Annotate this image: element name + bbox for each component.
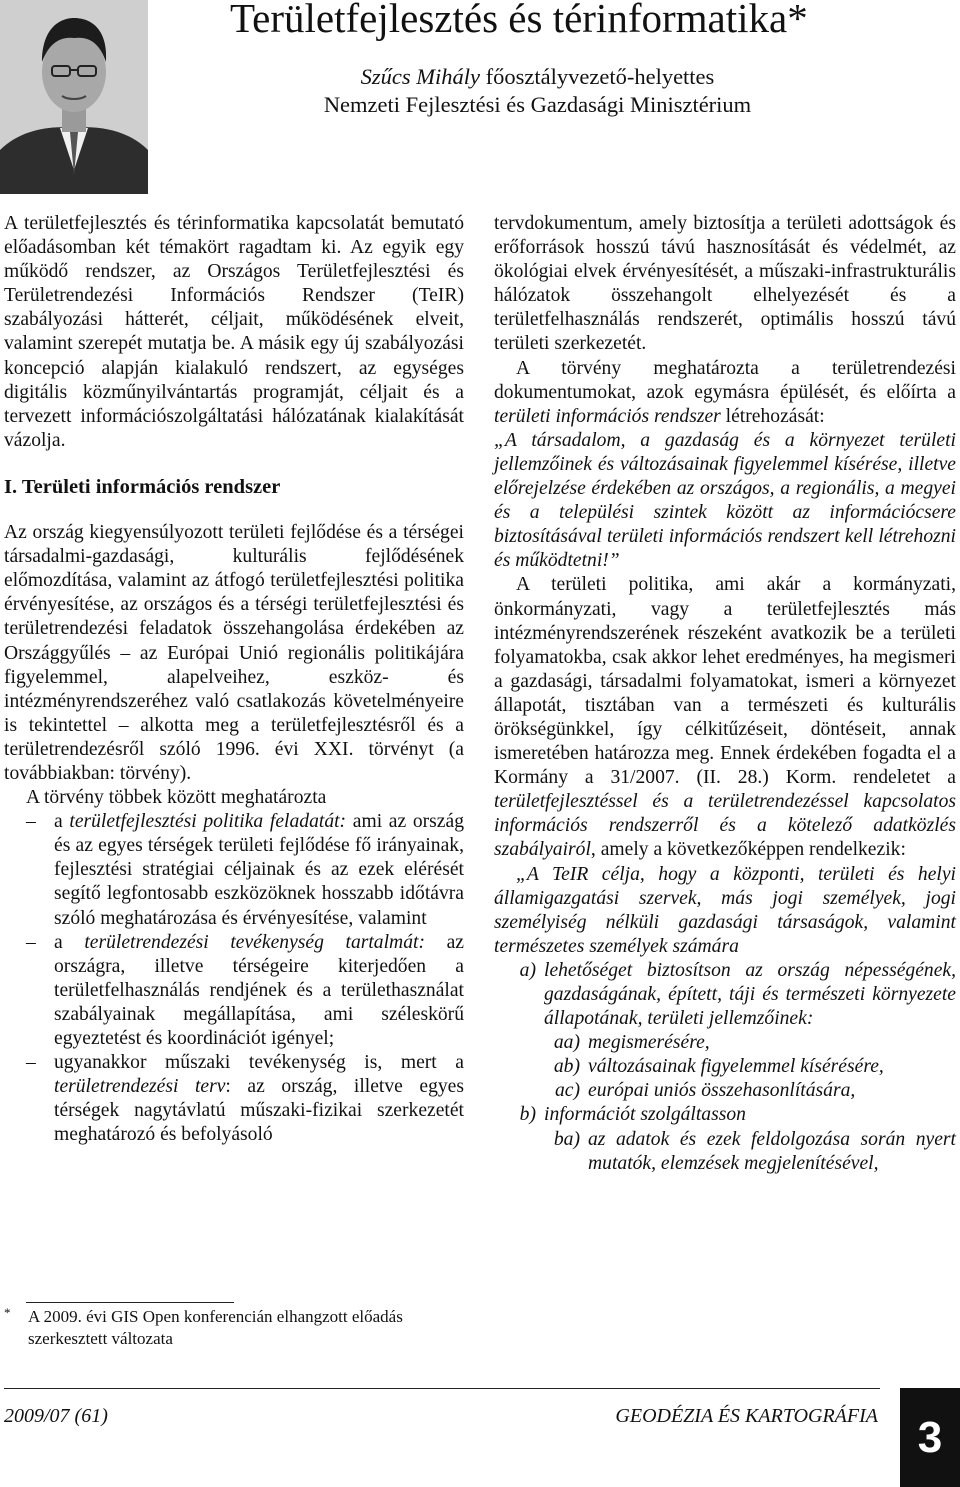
author-block [150,63,925,119]
paragraph: Az ország kiegyensúlyozott területi fejlődése és a térségei társadalmi-gazdasági, kulturális fejlődésének előmozdítása, valamint az átfogó területfejlesztési politika érvényesítése, az országos és a térségi területfejlesztési és területrendezési feladatok összehangolása érdekében az Országgyűlés – az Európai Unió regionális politikájára figyelemmel, alapelveihez, eszköz- és intézményrendszeréhez való csatlakozás követelményeire is tekintettel – alkotta meg a területfejlesztésről és a területrendezésről szóló 1996. évi XXI. törvényt (a továbbiakban: törvény). [4,522,464,784]
paragraph [494,357,956,429]
author-line [150,63,925,91]
column-left [4,212,464,1147]
list-item [494,1055,956,1079]
list-key: b) [519,1104,536,1126]
text: létrehozását: [720,405,825,427]
list-text: : az ország, illetve egyes térségek nagytávlatú műszaki-fizikai szerkezetét meghatározó és befolyásoló [54,1076,464,1146]
list-key: ba) [553,1128,580,1150]
text: A törvény meghatározta a területrendezési dokumentumokat, azok egymásra épülését, és előírta a [494,357,956,403]
list-emphasis: területrendezési tevékenység tartalmát: [84,931,425,953]
list-text: ugyanakkor műszaki tevékenység is, mert a [54,1052,464,1074]
list-text: információt szolgáltasson [544,1104,746,1126]
page-number: 3 [900,1388,960,1487]
list-key: ac) [554,1080,580,1102]
list-key: aa) [553,1032,580,1054]
author-affiliation: Nemzeti Fejlesztési és Gazdasági Minisztérium [323,92,752,117]
text: , amely a következőképpen rendelkezik: [590,839,906,861]
author-portrait [0,0,148,194]
list-text: a [54,811,70,833]
list-text: változásainak figyelemmel kísérésére, [588,1056,884,1078]
list-key: ab) [553,1056,580,1078]
quote: „A társadalom, a gazdaság és a környezet területi jellemzőinek és változásainak figyelemmel kísérése, illetve előrejelzése érdekében az országos, a regionális, a megyei és a települési szintek között az információcsere biztosításával területi információs rendszert kell létrehozni és működtetni!” [494,429,956,572]
footer-rule [4,1388,880,1389]
list-item [494,1103,956,1127]
portrait-image [0,0,148,194]
quote: „A TeIR célja, hogy a központi, területi és helyi államigazgatási szervek, más jogi személyek, jogi személyiség nélküli gazdasági társaságok, valamint természetes személyek számára [494,863,956,957]
list-item [4,931,464,1051]
dash-mark: – [26,1052,36,1074]
emphasis: területi információs rendszer [494,405,721,427]
list-text: az adatok és ezek feldolgozása során nyert mutatók, elemzések megjelenítésével, [588,1128,956,1174]
footer-issue: 2009/07 (61) [4,1405,108,1427]
list-text: a [54,931,85,953]
list-text: lehetőséget biztosítson az ország népességének, gazdaságának, épített, táji és természeti környezete állapotának, területi jellemzőinek: [544,959,956,1030]
dash-mark: – [26,931,36,953]
list-text: európai uniós összehasonlítására, [588,1080,856,1102]
text: A területi politika, ami akár a kormányzati, önkormányzati, vagy a területfejlesztés más intézményrendszerének részeként avatkozik be a területi folyamatokba, csak akkor lehet eredményes, ha megismeri a gazdasági, társadalmi folyamatokat, ismeri a környezet állapotát, tisztában van a természeti és kulturális örökségünkkel, így célkitűzéseit, döntéseit, annak ismeretében határozza meg. Ennek érdekében fogadta el a Kormány a 31/2007. (II. 28.) Korm. rendeletet a [494,574,956,789]
footer-journal: GEODÉZIA ÉS KARTOGRÁFIA [615,1405,878,1427]
list-item [4,810,464,930]
paragraph: tervdokumentum, amely biztosítja a területi adottságok és erőforrások hosszú távú hasznosítását és védelmét, az ökológiai elvek érvényesítését, a műszaki-infrastrukturális hálózatok összehangolt elhelyezését és a területfelhasználás rendszerét, optimális hosszú távú területi szerkezetét. [494,213,956,355]
column-right [494,212,956,1176]
dash-mark: – [26,811,36,833]
paragraph [494,573,956,862]
author-role: főosztályvezető-helyettes [480,64,715,89]
list-emphasis: területfejlesztési politika feladatát: [69,811,347,833]
emphasis: területfejlesztéssel és a területrendezéssel kapcsolatos információs rendszerről és a kötelező adatközlés szabályairól [494,791,956,861]
list-item [4,1051,464,1147]
footnote [4,1306,466,1350]
list-item [494,1128,956,1176]
list-item [494,959,956,1031]
abstract: A területfejlesztés és térinformatika kapcsolatát bemutató előadásomban két témakört ragadtam ki. Az egyik egy működő rendszer, az Országos Területfejlesztési és Területrendezési Információs Rendszer (TeIR) szabályozási hátterét, céljait, működésének elveit, valamint szerepét mutatja be. A másik egy új szabályozási koncepció alapján kialakuló rendszert, az egységes digitális közműnyilvántartás programját, céljait és a tervezett információszolgáltatási hálózatának kialakítását vázolja. [4,213,464,451]
paragraph: A törvény többek között meghatározta [26,787,327,809]
list-item [494,1079,956,1103]
author-name: Szűcs Mihály [360,64,481,89]
list-item [494,1031,956,1055]
article-title: Területfejlesztés és térinformatika* [230,0,808,41]
list-text: az országra, illetve térségeire kiterjedően a területfelhasználás rendjének és a területhasználat szabályainak megállapítása, ami széleskörű egyeztetést és koordinációt igényel; [54,931,464,1049]
list-emphasis: területrendezési terv [54,1076,226,1098]
list-text: megismerésére, [588,1032,710,1054]
footnote-text: A 2009. évi GIS Open konferencián elhangzott előadás szerkesztett változata [28,1307,403,1348]
section-heading: I. Területi információs rendszer [4,475,281,498]
footnote-rule [26,1302,234,1303]
footnote-mark: * [4,1305,11,1320]
list-text: ami az ország és az egyes térségek területi fejlődése fő irányainak, fejlesztési stratégiai céljainak és az ezek elérését segítő legfontosabb eszközöknek hosszabb időtávra szóló meghatározása és érvényesítése, valamint [54,811,464,929]
list-key: a) [519,959,536,981]
